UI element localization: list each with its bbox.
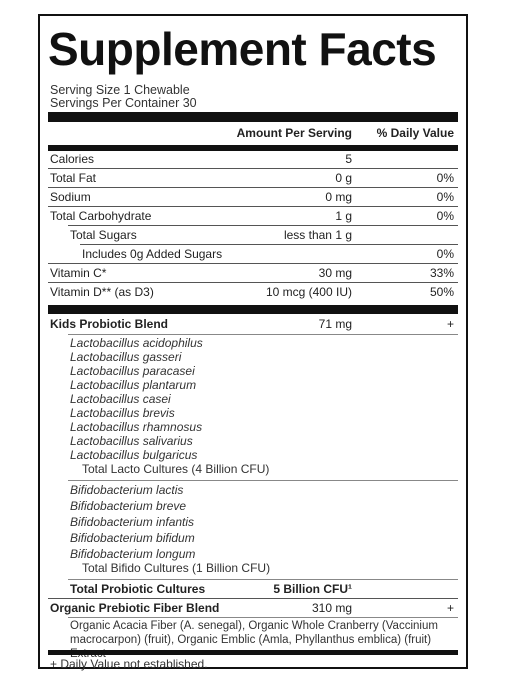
- nutrient-row-added-sugars: [48, 245, 458, 263]
- nutrient-amount: 0 g: [335, 171, 352, 185]
- prebiotic-description-line1: Organic Acacia Fiber (A. senegal), Organic Whole Cranberry (Vaccinium: [70, 620, 438, 632]
- thick-divider-middle: [48, 305, 458, 314]
- nutrient-name: Includes 0g Added Sugars: [82, 247, 223, 261]
- total-probiotic-amount: 5 Billion CFU¹: [273, 582, 352, 596]
- prebiotic-blend-row: [48, 599, 458, 617]
- nutrient-name: Calories: [50, 152, 95, 166]
- nutrient-name: Total Sugars: [70, 228, 137, 242]
- supplement-facts-panel: [38, 14, 468, 669]
- nutrient-amount: 0 mg: [325, 190, 352, 204]
- nutrient-name: Sodium: [50, 190, 91, 204]
- nutrient-dv: 0%: [436, 171, 454, 185]
- nutrient-dv: 0%: [436, 209, 454, 223]
- row-divider: [68, 480, 458, 481]
- lacto-total: Total Lacto Cultures (4 Billion CFU): [82, 462, 270, 476]
- lacto-strain: Lactobacillus brevis: [70, 406, 175, 420]
- nutrient-dv: 0%: [436, 247, 454, 261]
- total-probiotic-label: Total Probiotic Cultures: [70, 582, 206, 596]
- nutrient-name: Total Carbohydrate: [50, 209, 152, 223]
- nutrient-amount: 30 mg: [318, 266, 352, 280]
- bifido-strain: Bifidobacterium longum: [70, 547, 196, 561]
- bifido-strain: Bifidobacterium breve: [70, 499, 187, 513]
- prebiotic-blend-dv: +: [446, 601, 454, 615]
- probiotic-blend-dv: +: [446, 317, 454, 331]
- thick-divider-top: [48, 112, 458, 122]
- probiotic-blend-row: [48, 315, 458, 333]
- nutrient-row-vitamin-d: [48, 283, 458, 301]
- nutrient-name: Vitamin D** (as D3): [50, 285, 154, 299]
- nutrient-row-vitamin-c: [48, 264, 458, 282]
- prebiotic-description-line2: macrocarpon) (fruit), Organic Emblic (Amla, Phyllanthus emblica) (fruit): [70, 634, 432, 646]
- total-probiotic-row: [48, 580, 458, 598]
- dv-header: % Daily Value: [376, 126, 454, 140]
- row-divider: [68, 617, 458, 618]
- lacto-strain: Lactobacillus plantarum: [70, 378, 197, 392]
- lacto-strain: Lactobacillus paracasei: [70, 364, 195, 378]
- prebiotic-blend-name: Organic Prebiotic Fiber Blend: [50, 601, 220, 615]
- nutrient-row-carbohydrate: [48, 207, 458, 225]
- nutrient-dv: 50%: [429, 285, 454, 299]
- panel-title: Supplement Facts: [48, 23, 437, 75]
- probiotic-blend-name: Kids Probiotic Blend: [50, 317, 169, 331]
- bifido-strain: Bifidobacterium infantis: [70, 515, 195, 529]
- nutrient-name: Vitamin C*: [50, 266, 107, 280]
- nutrient-dv: 0%: [436, 190, 454, 204]
- nutrient-row-calories: [48, 150, 458, 168]
- footnote: + Daily Value not established.: [50, 657, 208, 671]
- prebiotic-blend-amount: 310 mg: [311, 601, 352, 615]
- nutrient-dv: 33%: [429, 266, 454, 280]
- bifido-total: Total Bifido Cultures (1 Billion CFU): [82, 561, 271, 575]
- lacto-strain: Lactobacillus acidophilus: [70, 336, 203, 350]
- nutrient-row-total-fat: [48, 169, 458, 187]
- lacto-strain: Lactobacillus casei: [70, 392, 171, 406]
- servings-per-container: Servings Per Container 30: [50, 96, 197, 110]
- serving-size: Serving Size 1 Chewable: [50, 83, 190, 97]
- lacto-strain: Lactobacillus bulgaricus: [70, 448, 198, 462]
- lacto-strain: Lactobacillus rhamnosus: [70, 420, 203, 434]
- nutrient-amount: less than 1 g: [283, 228, 352, 242]
- lacto-strain: Lactobacillus salivarius: [70, 434, 193, 448]
- row-divider: [68, 334, 458, 335]
- thick-divider-bottom: [48, 650, 458, 655]
- nutrient-row-total-sugars: [48, 226, 458, 244]
- bifido-strain: Bifidobacterium lactis: [70, 483, 184, 497]
- amount-header: Amount Per Serving: [236, 126, 352, 140]
- nutrient-amount: 5: [345, 152, 352, 166]
- nutrient-name: Total Fat: [50, 171, 97, 185]
- lacto-strain: Lactobacillus gasseri: [70, 350, 182, 364]
- column-headers: [48, 124, 458, 142]
- panel-content: [48, 16, 458, 671]
- bifido-strain: Bifidobacterium bifidum: [70, 531, 195, 545]
- nutrient-row-sodium: [48, 188, 458, 206]
- nutrient-amount: 1 g: [335, 209, 352, 223]
- nutrient-amount: 10 mcg (400 IU): [265, 285, 352, 299]
- probiotic-blend-amount: 71 mg: [318, 317, 352, 331]
